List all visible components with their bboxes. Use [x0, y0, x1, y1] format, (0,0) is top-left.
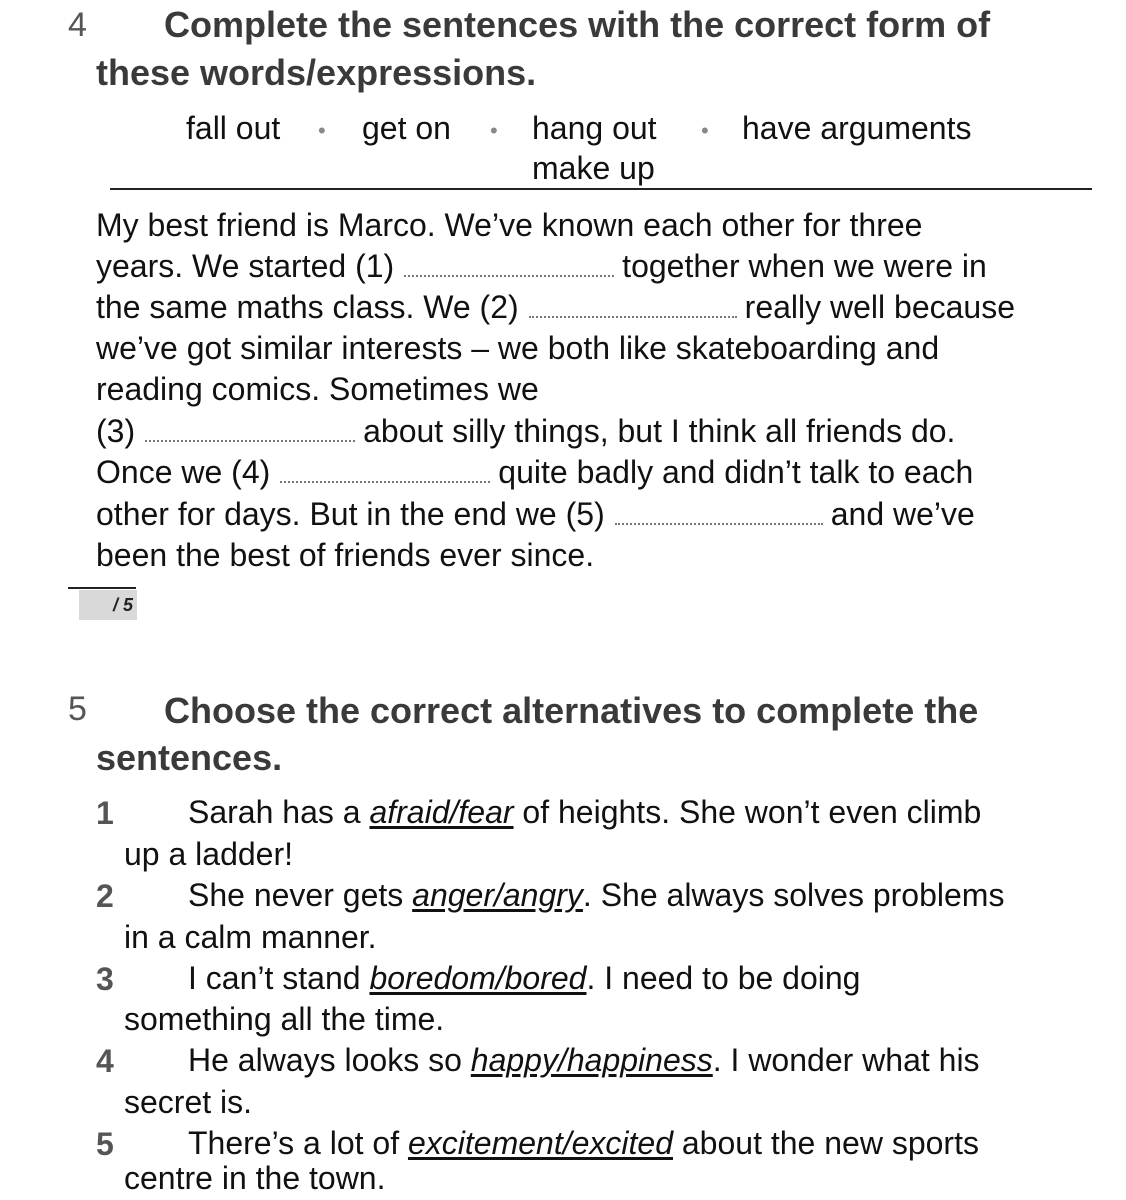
item-3-continuation: something all the time.: [124, 1001, 445, 1037]
item-number: 4: [96, 1043, 114, 1079]
paragraph-text: about silly things, but I think all friends do.: [363, 413, 956, 449]
score-divider: [68, 587, 136, 589]
paragraph-text: together when we were in: [622, 248, 987, 284]
exercise-5-number: 5: [68, 690, 87, 728]
word-make-up: make up: [532, 150, 655, 186]
sentence-text: I can’t stand: [188, 960, 370, 996]
exercise-4-number: 4: [68, 6, 87, 44]
score-box: / 5: [79, 590, 137, 620]
item-1-alternatives[interactable]: afraid/fear: [369, 794, 514, 830]
sentence-text: He always looks so: [188, 1042, 471, 1078]
word-have-arguments: have arguments: [742, 110, 972, 146]
sentence-text: . I need to be doing: [586, 960, 861, 996]
exercise-5-title-line2: sentences.: [96, 737, 283, 778]
item-2-alternatives[interactable]: anger/angry: [412, 877, 583, 913]
sentence-text: She never gets: [188, 877, 413, 913]
exercise-4-title-line1: Complete the sentences with the correct form of: [164, 4, 991, 45]
paragraph-text: and we’ve: [830, 496, 975, 532]
item-4-sentence: [188, 1040, 980, 1081]
item-4-alternatives[interactable]: happy/happiness: [470, 1042, 713, 1078]
item-number: 1: [96, 795, 114, 831]
word-separator-bullet: •: [490, 118, 498, 143]
item-number: 5: [96, 1126, 114, 1162]
sentence-text: There’s a lot of: [188, 1125, 408, 1161]
sentence-text: . I wonder what his: [712, 1042, 980, 1078]
gap-3-blank[interactable]: [145, 416, 355, 442]
word-separator-bullet: •: [701, 118, 709, 143]
item-2-sentence: [188, 875, 1004, 916]
item-5-continuation: centre in the town.: [124, 1160, 386, 1196]
paragraph-line-7: [96, 452, 973, 493]
word-hang-out: hang out: [532, 110, 657, 146]
paragraph-text: (3): [96, 413, 136, 449]
gap-2-blank[interactable]: [529, 292, 737, 318]
sentence-text: Sarah has a: [188, 794, 370, 830]
item-4-continuation: secret is.: [124, 1084, 253, 1120]
gap-5-blank[interactable]: [615, 499, 823, 525]
word-box-divider: [110, 188, 1092, 190]
sentence-text: about the new sports: [672, 1125, 979, 1161]
item-5-alternatives[interactable]: excitement/excited: [407, 1125, 673, 1161]
paragraph-line-5: reading comics. Sometimes we: [96, 371, 539, 407]
paragraph-line-1: My best friend is Marco. We’ve known each other for three: [96, 207, 923, 243]
paragraph-text: Once we (4): [96, 454, 271, 490]
item-1-continuation: up a ladder!: [124, 836, 294, 872]
gap-1-blank[interactable]: [404, 251, 614, 277]
item-3-alternatives[interactable]: boredom/bored: [369, 960, 587, 996]
word-get-on: get on: [362, 110, 451, 146]
word-separator-bullet: •: [318, 118, 326, 143]
paragraph-line-9: been the best of friends ever since.: [96, 537, 595, 573]
item-3-sentence: [188, 958, 860, 999]
item-2-continuation: in a calm manner.: [124, 919, 377, 955]
item-number: 3: [96, 961, 114, 997]
paragraph-line-3: [96, 287, 1015, 328]
paragraph-text: the same maths class. We (2): [96, 289, 519, 325]
paragraph-text: really well because: [744, 289, 1016, 325]
sentence-text: . She always solves problems: [582, 877, 1005, 913]
item-1-sentence: [188, 792, 981, 833]
sentence-text: of heights. She won’t even climb: [513, 794, 982, 830]
exercise-5-title-line1: Choose the correct alternatives to complete the: [164, 690, 979, 731]
paragraph-line-6: [96, 411, 955, 452]
gap-4-blank[interactable]: [280, 457, 490, 483]
paragraph-line-2: [96, 246, 987, 287]
paragraph-text: years. We started (1): [96, 248, 395, 284]
paragraph-text: other for days. But in the end we (5): [96, 496, 605, 532]
paragraph-line-4: we’ve got similar interests – we both like skateboarding and: [96, 330, 940, 366]
exercise-4-title-line2: these words/expressions.: [96, 52, 537, 93]
paragraph-line-8: [96, 494, 975, 535]
word-fall-out: fall out: [186, 110, 281, 146]
paragraph-text: quite badly and didn’t talk to each: [498, 454, 974, 490]
item-number: 2: [96, 878, 114, 914]
